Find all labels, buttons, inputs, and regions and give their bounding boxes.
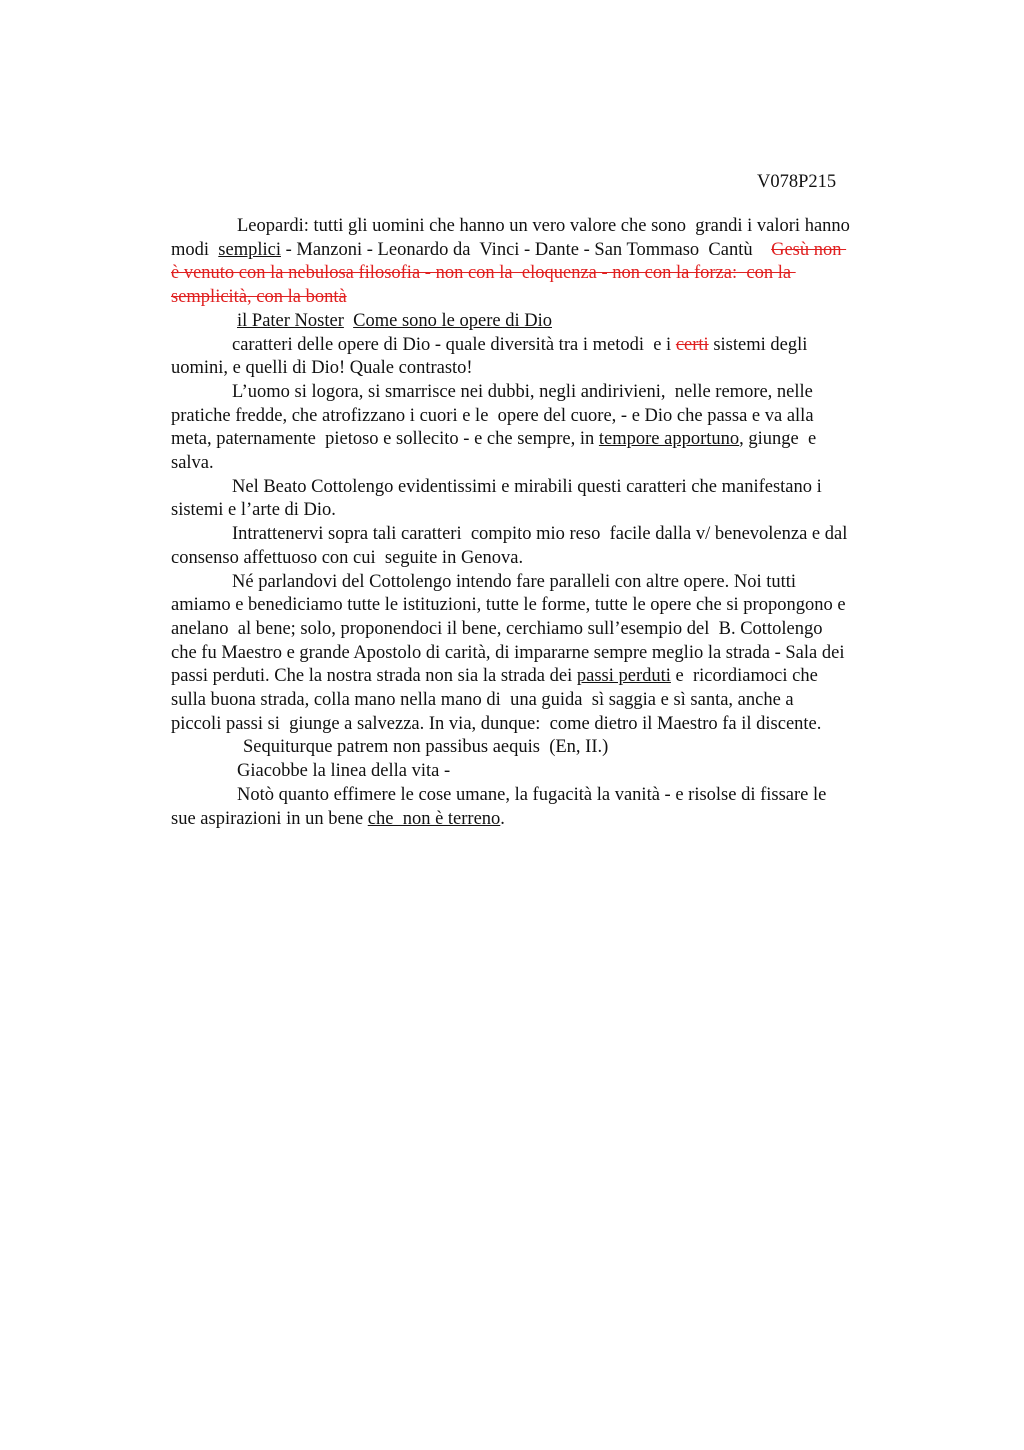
text-line bbox=[171, 452, 214, 476]
text-line bbox=[232, 334, 807, 358]
text-segment: passi perduti. Che la nostra strada non sia la strada dei bbox=[171, 666, 577, 687]
text-line bbox=[171, 286, 347, 310]
text-segment: che fu Maestro e grande Apostolo di carità, di impararne sempre meglio la strada - Sala dei bbox=[171, 642, 845, 663]
text-segment: sistemi degli bbox=[708, 334, 808, 355]
underlined-text: passi perduti bbox=[576, 666, 671, 687]
struck-text: semplicità, con la bontà bbox=[171, 287, 347, 308]
text-segment: caratteri delle opere di Dio - quale diversità tra i metodi e i bbox=[232, 334, 676, 355]
struck-text: Gesù non bbox=[771, 239, 847, 260]
text-segment: Nel Beato Cottolengo evidentissimi e mirabili questi caratteri che manifestano i bbox=[232, 476, 822, 497]
text-segment: sue aspirazioni in un bene bbox=[171, 808, 368, 829]
text-segment: , giunge e bbox=[739, 429, 817, 450]
text-segment: sulla buona strada, colla mano nella mano di una guida sì saggia e sì santa, anche a bbox=[171, 690, 794, 710]
text-line bbox=[171, 642, 844, 666]
underlined-text: che non è terreno bbox=[367, 808, 501, 829]
text-segment: meta, paternamente pietoso e sollecito - e che sempre, in bbox=[171, 429, 599, 450]
text-segment: piccoli passi si giunge a salvezza. In via, dunque: come dietro il Maestro fa il discente. bbox=[171, 713, 822, 734]
text-line bbox=[171, 713, 821, 737]
text-line bbox=[237, 760, 450, 784]
text-line bbox=[171, 239, 846, 263]
text-line bbox=[171, 405, 814, 429]
text-segment: pratiche fredde, che atrofizzano i cuori e le opere del cuore, - e Dio che passa e va alla bbox=[171, 405, 814, 426]
text-line bbox=[171, 594, 846, 618]
underlined-text: Come sono le opere di Dio bbox=[353, 310, 552, 331]
text-segment: Giacobbe la linea della vita - bbox=[237, 761, 451, 782]
text-segment: anelano al bene; solo, proponendoci il bene, cerchiamo sull’esempio del B. Cottolengo bbox=[171, 618, 823, 639]
struck-text: certi bbox=[675, 334, 709, 355]
text-line bbox=[237, 784, 826, 808]
text-line bbox=[171, 689, 794, 713]
text-line bbox=[171, 357, 473, 381]
text-line bbox=[171, 428, 816, 452]
text-line bbox=[232, 571, 796, 595]
text-line bbox=[237, 310, 552, 334]
text-line bbox=[171, 618, 822, 642]
page-id: V078P215 bbox=[757, 172, 837, 192]
text-segment: uomini, e quelli di Dio! Quale contrasto! bbox=[171, 358, 473, 379]
text-segment: modi bbox=[171, 239, 219, 260]
text-segment: Intrattenervi sopra tali caratteri compito mio reso facile dalla v/ benevolenza e dal bbox=[232, 524, 848, 545]
text-segment: consenso affettuoso con cui seguite in Genova. bbox=[171, 547, 524, 568]
text-line bbox=[171, 547, 523, 571]
text-segment: Notò quanto effimere le cose umane, la fugacità la vanità - e risolse di fissare le bbox=[237, 784, 827, 805]
text-line bbox=[232, 476, 822, 500]
text-line bbox=[232, 523, 847, 547]
text-segment: e ricordiamoci che bbox=[670, 666, 818, 687]
text-segment: L’uomo si logora, si smarrisce nei dubbi, negli andirivieni, nelle remore, nelle bbox=[232, 381, 813, 402]
text-line bbox=[237, 215, 850, 239]
text-line bbox=[171, 499, 336, 523]
text-segment: Leopardi: tutti gli uomini che hanno un vero valore che sono grandi i valori hanno bbox=[237, 216, 850, 236]
text-segment: . bbox=[500, 808, 505, 829]
struck-text: è venuto con la nebulosa filosofia - non con la eloquenza - non con la forza: con la bbox=[171, 263, 796, 284]
text-segment: sistemi e l’arte di Dio. bbox=[171, 500, 336, 521]
text-line bbox=[232, 381, 813, 405]
text-segment: Né parlandovi del Cottolengo intendo fare paralleli con altre opere. Noi tutti bbox=[232, 571, 797, 592]
text-segment bbox=[344, 311, 353, 331]
text-segment: - Manzoni - Leonardo da Vinci - Dante - San Tommaso Cantù bbox=[280, 239, 772, 260]
underlined-text: tempore apportuno bbox=[598, 429, 740, 450]
text-line bbox=[171, 665, 818, 689]
text-segment: amiamo e benediciamo tutte le istituzioni, tutte le forme, tutte le opere che si propongono e bbox=[171, 595, 846, 616]
text-segment: salva. bbox=[171, 453, 214, 473]
text-segment: Sequiturque patrem non passibus aequis (En, II.) bbox=[243, 737, 609, 758]
text-line bbox=[171, 262, 796, 286]
underlined-text: il Pater Noster bbox=[237, 310, 344, 331]
underlined-text: semplici bbox=[218, 239, 281, 260]
text-line bbox=[171, 808, 505, 832]
text-line bbox=[243, 736, 608, 760]
